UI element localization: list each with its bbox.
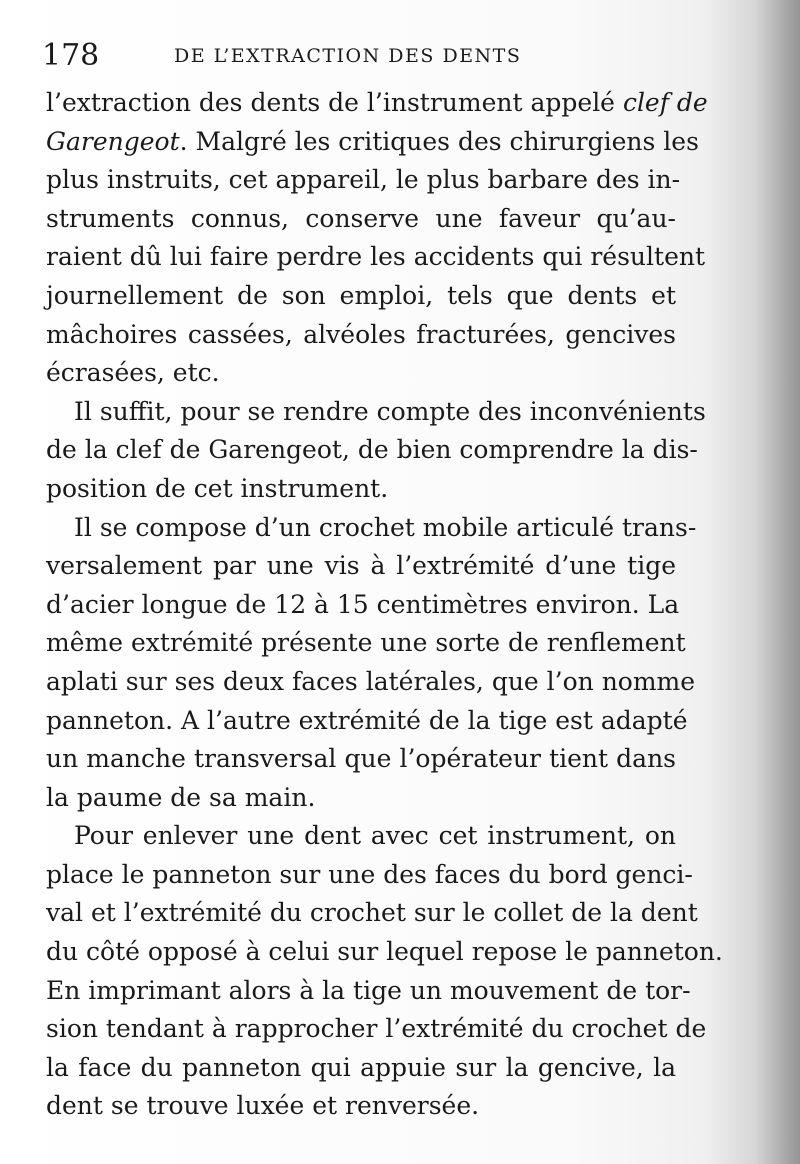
text-line-1: l’extraction des dents de l’instrument appelé clef de bbox=[46, 88, 708, 117]
text-line-9: Il suffit, pour se rendre compte des inconvénients bbox=[74, 396, 706, 426]
text-line-8: écrasées, etc. bbox=[46, 358, 220, 388]
page-number: 178 bbox=[42, 38, 100, 73]
text-line-24: En imprimant alors à la tige un mouvement de tor- bbox=[46, 975, 691, 1005]
text-line-14: d’acier longue de 12 à 15 centimètres environ. La bbox=[46, 589, 680, 619]
running-title: DE L’EXTRACTION DES DENTS bbox=[174, 45, 522, 67]
text-line-2: Garengeot. Malgré les critiques des chirurgiens les bbox=[46, 126, 699, 156]
gutter-shadow bbox=[754, 0, 800, 1164]
text-line-19: la paume de sa main. bbox=[46, 782, 316, 812]
text-line-3: plus instruits, cet appareil, le plus barbare des in- bbox=[46, 165, 681, 195]
text-line-10: de la clef de Garengeot, de bien comprendre la dis- bbox=[46, 435, 698, 465]
text-line-22: val et l’extrémité du crochet sur le collet de la dent bbox=[46, 898, 698, 928]
text-line-13: versalement par une vis à l’extrémité d’une tige bbox=[46, 551, 676, 581]
text-line-26: la face du panneton qui appuie sur la gencive, la bbox=[46, 1052, 676, 1082]
emphasis-garengeot: Garengeot bbox=[46, 126, 180, 156]
text-line-20: Pour enlever une dent avec cet instrument, on bbox=[74, 821, 676, 851]
running-head bbox=[42, 36, 692, 76]
text-line-15: même extrémité présente une sorte de renflement bbox=[46, 628, 686, 658]
text-line-11: position de cet instrument. bbox=[46, 473, 389, 503]
text-line-17: panneton. A l’autre extrémité de la tige est adapté bbox=[46, 705, 688, 735]
text-line-23: du côté opposé à celui sur lequel repose le panneton. bbox=[46, 937, 723, 967]
text-line-27: dent se trouve luxée et renversée. bbox=[46, 1091, 480, 1121]
text-line-5: raient dû lui faire perdre les accidents qui résultent bbox=[46, 242, 706, 272]
text-line-6: journellement de son emploi, tels que dents et bbox=[46, 280, 676, 310]
text-line-16: aplati sur ses deux faces latérales, que l’on nomme bbox=[46, 666, 696, 696]
text-line-18: un manche transversal que l’opérateur tient dans bbox=[46, 744, 676, 774]
text-line-25: sion tendant à rapprocher l’extrémité du crochet de bbox=[46, 1014, 707, 1044]
emphasis-clef-de: clef de bbox=[622, 88, 708, 117]
body-text bbox=[46, 84, 723, 1126]
text-line-12: Il se compose d’un crochet mobile articulé trans- bbox=[74, 512, 697, 542]
text-line-7: mâchoires cassées, alvéoles fracturées, gencives bbox=[46, 319, 676, 349]
text-line-4: struments connus, conserve une faveur qu’au- bbox=[46, 203, 676, 233]
text-line-21: place le panneton sur une des faces du bord genci- bbox=[46, 859, 693, 889]
